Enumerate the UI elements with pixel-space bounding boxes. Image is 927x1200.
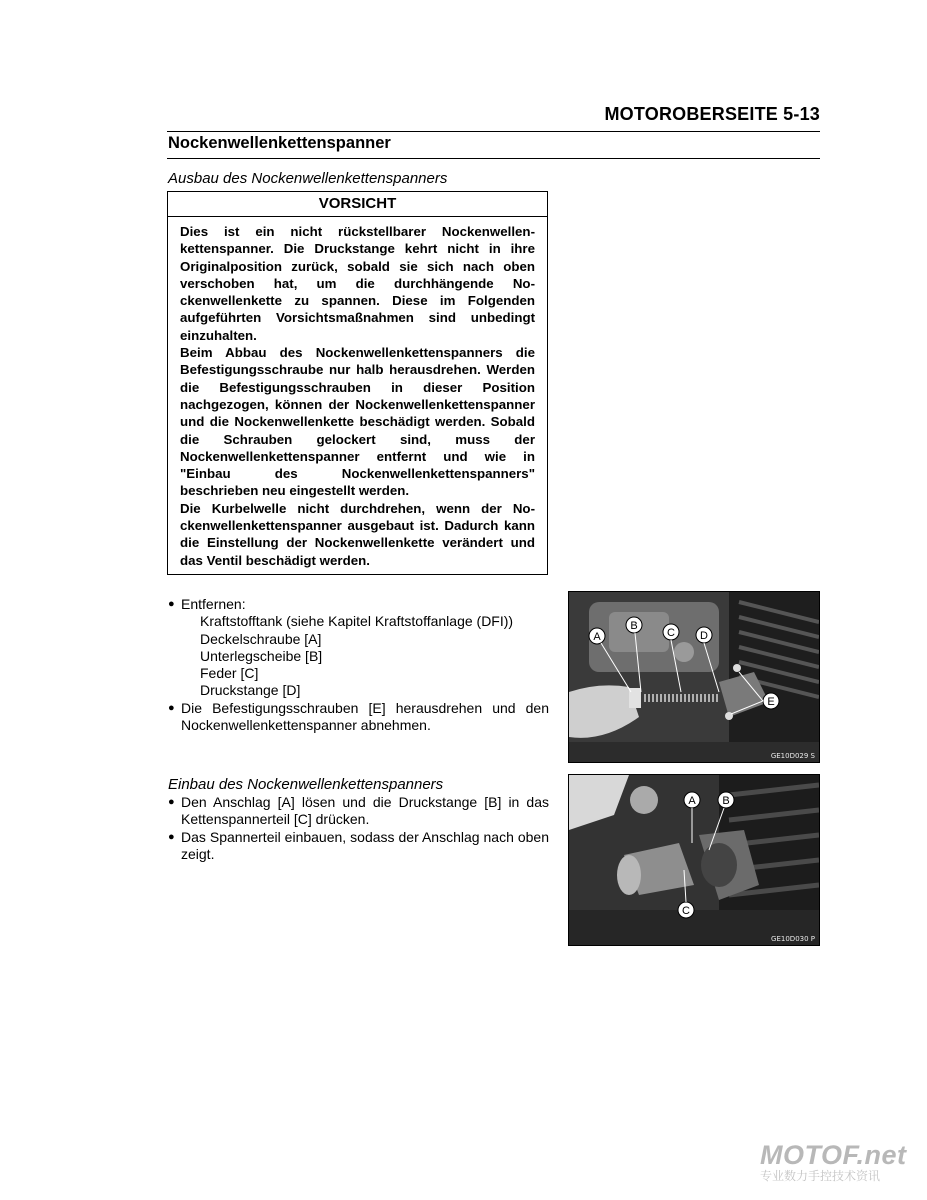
- bullet-icon: ●: [168, 598, 175, 610]
- step-text: Den Anschlag [A] lösen und die Druckstange [B] in das Kettenspannerteil [C] drücken.: [181, 794, 549, 828]
- remove-item-list: [181, 613, 549, 699]
- installation-photo: [568, 774, 820, 946]
- callout-c: C: [667, 627, 675, 639]
- caution-paragraph: Dies ist ein nicht rückstellbarer Nockenwellenkettenspanner. Die Druckstange kehrt nicht in ihre Originalposition zurück, sobald sie sich nach oben verschoben hat, um die durchhängende Nockenwellenkette zu spannen. Diese im Folgenden aufgeführten Vorsichtsmaßnahmen sind unbedingt einzuhalten.: [180, 224, 535, 343]
- section-title: Nockenwellenkettenspanner: [168, 134, 391, 152]
- caution-paragraph: Beim Abbau des Nockenwellenkettenspanners die Befestigungsschraube nur halb herausdrehen. Werden die Befestigungsschrauben in dieser Position nachgezogen, können der Nockenwellenkettenspanner und die Nockenwellenkette beschädigt werden. Sobald die Schrauben gelockert sind, muss der Nockenwellenkettenspanner entfernt und wie in "Einbau des Nockenwellenkettenspanners" beschrieben neu eingestellt werden.: [180, 345, 535, 499]
- removal-heading: Ausbau des Nockenwellenkettenspanners: [168, 170, 448, 187]
- removal-steps: [168, 596, 549, 734]
- step-label: Entfernen:: [181, 596, 246, 612]
- watermark-subtitle: 专业数力手控技术资讯: [760, 1169, 881, 1183]
- removal-step-bolts: [168, 700, 549, 735]
- list-item: Feder [C]: [200, 665, 259, 682]
- callout-a: A: [593, 631, 601, 643]
- installation-step: [168, 829, 549, 864]
- step-text: Das Spannerteil einbauen, sodass der Anschlag nach oben zeigt.: [181, 828, 549, 862]
- removal-photo: [568, 591, 820, 763]
- photo-code: GE10D029 S: [770, 752, 815, 760]
- installation-steps: [168, 794, 549, 863]
- caution-body: [168, 217, 547, 569]
- caution-box: [167, 191, 548, 575]
- installation-step: [168, 794, 549, 829]
- callout-b: B: [630, 620, 638, 632]
- bullet-icon: ●: [168, 701, 175, 714]
- step-text: Die Befestigungsschrauben [E] herausdrehen und den Nockenwellenkettenspanner abnehmen.: [181, 699, 549, 734]
- watermark-logo: MOTOF.net: [760, 1140, 907, 1170]
- bullet-icon: ●: [168, 796, 175, 808]
- header-rule: [167, 131, 820, 132]
- watermark: [760, 1140, 925, 1195]
- tensioner-removal-photo: [569, 592, 819, 762]
- section-rule: [167, 158, 820, 159]
- callout-d: D: [700, 630, 708, 642]
- list-item: Kraftstofftank (siehe Kapitel Kraftstoffanlage (DFI)): [200, 613, 514, 630]
- photo-code: GE10D030 P: [771, 935, 815, 943]
- list-item: Deckelschraube [A]: [200, 630, 322, 647]
- callout-e: E: [767, 696, 775, 708]
- page-header-title: MOTOROBERSEITE 5-13: [604, 104, 820, 124]
- callout-a: A: [688, 795, 696, 807]
- bullet-icon: ●: [168, 830, 175, 843]
- caution-title: VORSICHT: [168, 192, 547, 217]
- list-item: Druckstange [D]: [200, 682, 301, 699]
- installation-heading: Einbau des Nockenwellenkettenspanners: [168, 776, 444, 793]
- callout-c: C: [682, 905, 690, 917]
- list-item: Unterlegscheibe [B]: [200, 647, 323, 664]
- removal-step-remove: [168, 596, 549, 700]
- caution-paragraph: Die Kurbelwelle nicht durchdrehen, wenn der Nockenwellenkettenspanner ausgebaut ist. Dadurch kann die Einstellung der Nockenwellenkette verändert und das Ventil beschädigt werden.: [180, 500, 535, 568]
- callout-b: B: [722, 795, 730, 807]
- tensioner-installation-photo: [569, 775, 819, 945]
